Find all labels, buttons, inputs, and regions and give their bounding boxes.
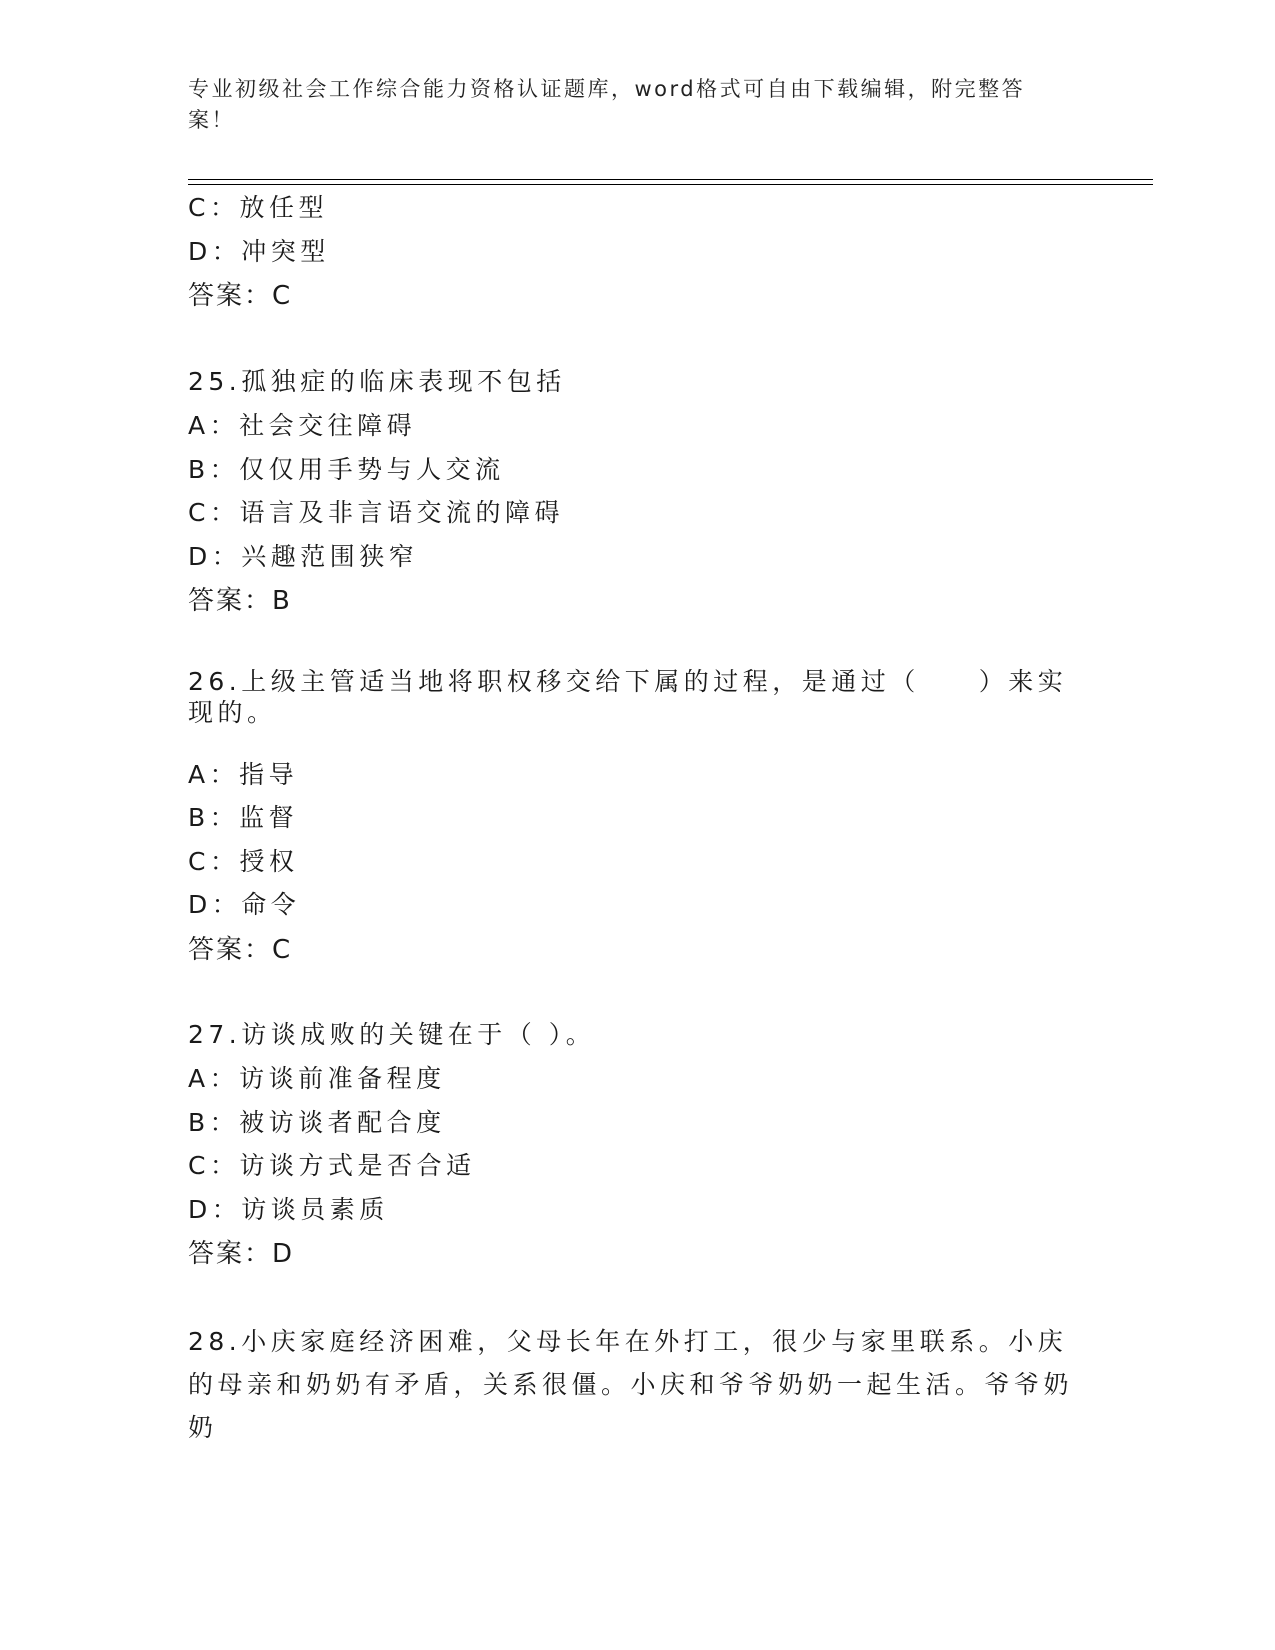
question-stem: 26.上级主管适当地将职权移交给下属的过程，是通过（ ）来实现的。 xyxy=(188,667,1068,727)
option-d: D：访谈员素质 xyxy=(188,1195,389,1224)
answer-label: 答案：C xyxy=(188,281,293,311)
option-a: A：社会交往障碍 xyxy=(188,411,417,440)
option-b: B：监督 xyxy=(188,803,299,832)
option-c: C：放任型 xyxy=(188,193,328,222)
option-d: D：命令 xyxy=(188,890,301,919)
option-d: D：冲突型 xyxy=(188,237,330,266)
header-divider-bottom xyxy=(188,184,1153,185)
option-c: C：语言及非言语交流的障碍 xyxy=(188,498,564,527)
option-a: A：访谈前准备程度 xyxy=(188,1064,446,1093)
option-c: C：授权 xyxy=(188,847,299,876)
answer-label: 答案：B xyxy=(188,586,292,616)
option-a: A：指导 xyxy=(188,760,299,789)
answer-label: 答案：D xyxy=(188,1239,295,1269)
option-c: C：访谈方式是否合适 xyxy=(188,1151,476,1180)
question-stem: 27.访谈成败的关键在于（ ）。 xyxy=(188,1020,596,1049)
question-stem: 25.孤独症的临床表现不包括 xyxy=(188,367,566,396)
option-b: B：仅仅用手势与人交流 xyxy=(188,455,505,484)
option-d: D：兴趣范围狭窄 xyxy=(188,542,419,571)
question-stem: 28.小庆家庭经济困难，父母长年在外打工，很少与家里联系。小庆的母亲和奶奶有矛盾，关系很僵。小庆和爷爷奶奶一起生活。爷爷奶奶 xyxy=(188,1327,1074,1442)
header-divider-top xyxy=(188,179,1153,180)
document-header: 专业初级社会工作综合能力资格认证题库，word格式可自由下载编辑，附完整答案！ xyxy=(188,77,1026,132)
answer-label: 答案：C xyxy=(188,935,293,965)
option-b: B：被访谈者配合度 xyxy=(188,1108,446,1137)
